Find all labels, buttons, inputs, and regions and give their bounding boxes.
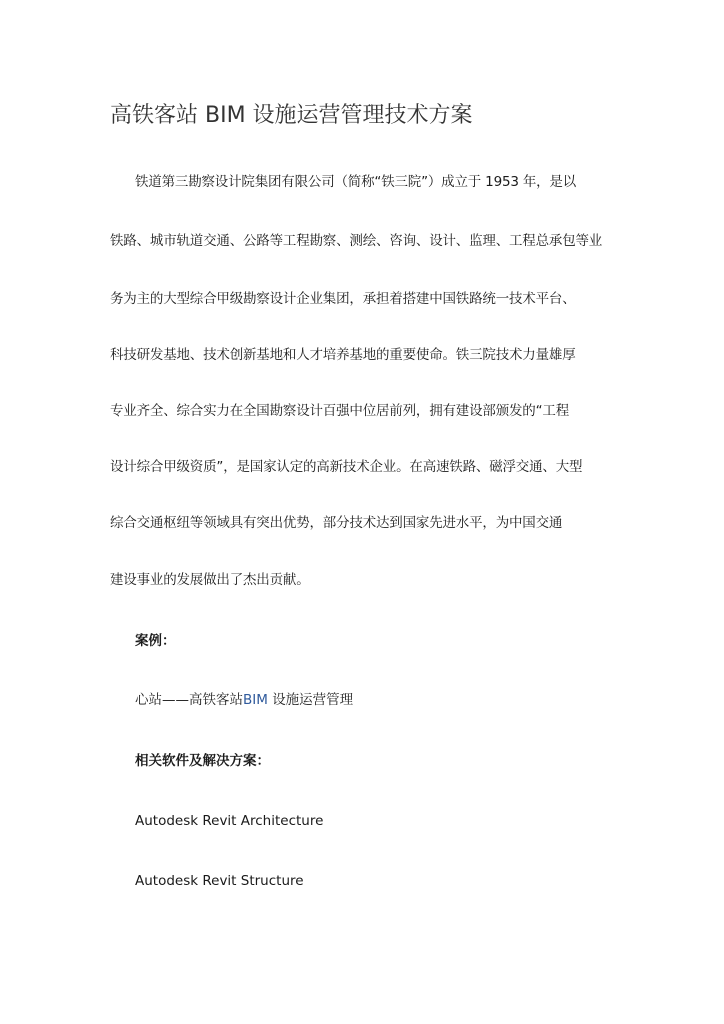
- software-item-revit-structure: Autodesk Revit Structure: [135, 873, 304, 889]
- case-line: [135, 688, 353, 712]
- intro-line-6: 设计综合甲级资质”，是国家认定的高新技术企业。在高速铁路、磁浮交通、大型: [110, 459, 583, 475]
- intro-line-7: 综合交通枢纽等领域具有突出优势，部分技术达到国家先进水平，为中国交通: [110, 515, 563, 531]
- intro-line-4: 科技研发基地、技术创新基地和人才培养基地的重要使命。铁三院技术力量雄厚: [110, 347, 576, 363]
- software-heading: 相关软件及解决方案：: [135, 753, 270, 769]
- intro-line-2: 铁路、城市轨道交通、公路等工程勘察、测绘、咨询、设计、监理、工程总承包等业: [110, 233, 603, 249]
- document-title: 高铁客站 BIM 设施运营管理技术方案: [110, 103, 473, 128]
- intro-line-8: 建设事业的发展做出了杰出贡献。: [110, 572, 310, 588]
- case-prefix: 心站——高铁客站: [135, 692, 243, 708]
- software-item-revit-architecture: Autodesk Revit Architecture: [135, 813, 324, 829]
- intro-line-3: 务为主的大型综合甲级勘察设计企业集团，承担着搭建中国铁路统一技术平台、: [110, 291, 576, 307]
- case-heading: 案例：: [135, 633, 176, 649]
- case-bim-text: BIM: [243, 692, 268, 708]
- case-suffix: 设施运营管理: [272, 692, 354, 708]
- intro-line-5: 专业齐全、综合实力在全国勘察设计百强中位居前列，拥有建设部颁发的“工程: [110, 403, 569, 419]
- intro-line-1: 铁道第三勘察设计院集团有限公司（简称“铁三院”）成立于 1953 年，是以: [135, 174, 577, 190]
